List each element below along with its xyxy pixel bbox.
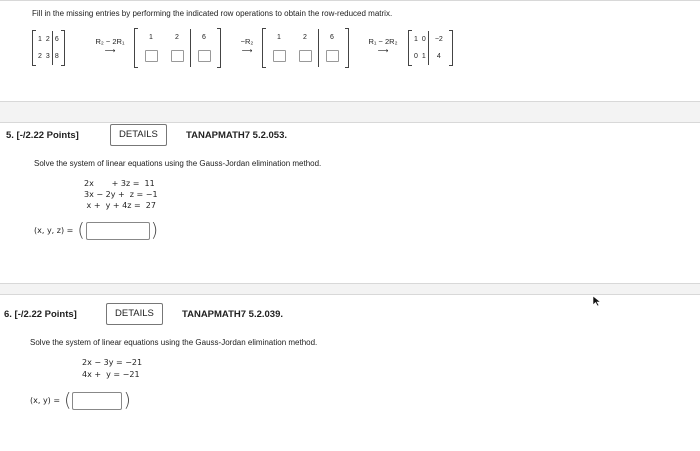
entry-input[interactable] bbox=[145, 50, 158, 62]
equation-2: 4x + y = −21 bbox=[82, 370, 140, 379]
matrix-step-2: 1 2 6 bbox=[262, 29, 349, 67]
matrix-exercise-panel bbox=[0, 0, 700, 102]
mouse-cursor-icon bbox=[592, 295, 602, 307]
details-button[interactable]: DETAILS bbox=[110, 124, 167, 146]
problem-code: TANAPMATH7 5.2.053. bbox=[186, 130, 288, 141]
answer-label: (x, y) = bbox=[30, 396, 61, 405]
question-number: 5. [-/2.22 Points] bbox=[6, 130, 79, 141]
question-number: 6. [-/2.22 Points] bbox=[4, 309, 77, 320]
question-instruction: Solve the system of linear equations using the Gauss-Jordan elimination method. bbox=[34, 159, 322, 168]
initial-matrix: 1 2 2 3 6 8 bbox=[32, 31, 65, 65]
entry-input[interactable] bbox=[326, 50, 339, 62]
equation-1: 2x + 3z = 11 bbox=[84, 179, 155, 188]
matrix-step-1: 1 2 6 bbox=[134, 29, 221, 67]
answer-input[interactable] bbox=[86, 222, 150, 240]
problem-code: TANAPMATH7 5.2.039. bbox=[182, 309, 284, 320]
equation-2: 3x − 2y + z = −1 bbox=[84, 190, 158, 199]
entry-input[interactable] bbox=[198, 50, 211, 62]
question-6-panel bbox=[0, 294, 700, 451]
entry-input[interactable] bbox=[171, 50, 184, 62]
answer-row: (x, y, z) = ( ) bbox=[34, 219, 159, 241]
entry-input[interactable] bbox=[299, 50, 312, 62]
answer-label: (x, y, z) = bbox=[34, 226, 74, 235]
equation-3: x + y + 4z = 27 bbox=[84, 201, 156, 210]
answer-input[interactable] bbox=[72, 392, 122, 410]
row-operation-2: −R₂ ⟶ bbox=[240, 37, 254, 55]
equation-1: 2x − 3y = −21 bbox=[82, 358, 143, 367]
answer-row: (x, y) = ( ) bbox=[30, 389, 131, 411]
question-instruction: Solve the system of linear equations using the Gauss-Jordan elimination method. bbox=[30, 338, 318, 347]
reduced-matrix: 1 0 0 1 −2 4 bbox=[408, 31, 453, 65]
matrix-instruction: Fill in the missing entries by performing the indicated row operations to obtain the row-reduced matrix. bbox=[32, 9, 393, 18]
entry-input[interactable] bbox=[273, 50, 286, 62]
row-operation-3: R₁ − 2R₂ ⟶ bbox=[368, 37, 398, 55]
question-5-panel bbox=[0, 122, 700, 284]
details-button[interactable]: DETAILS bbox=[106, 303, 163, 325]
row-operation-1: R₂ − 2R₁ ⟶ bbox=[95, 37, 125, 55]
